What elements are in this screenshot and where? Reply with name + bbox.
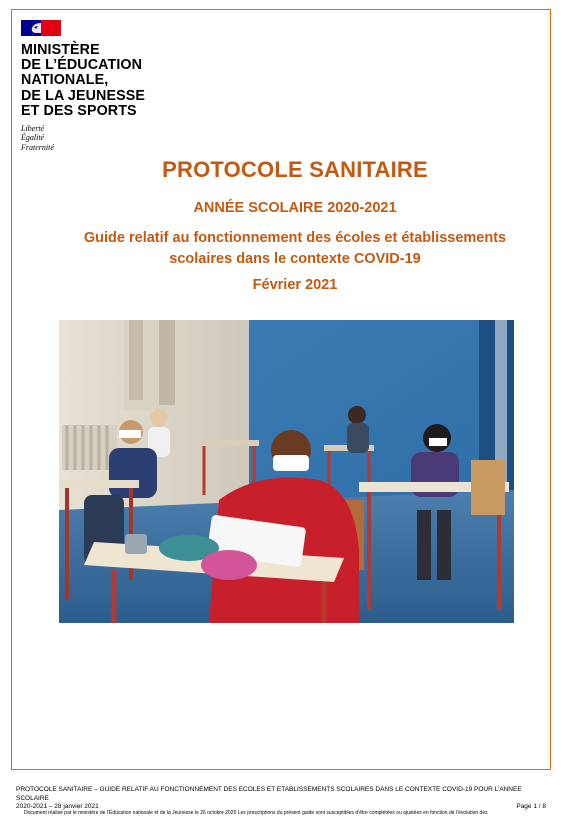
guide-line: scolaires dans le contexte COVID-19: [169, 251, 421, 267]
publication-date: Février 2021: [252, 277, 338, 293]
document-title: PROTOCOLE SANITAIRE: [162, 157, 428, 182]
ministry-name: [21, 43, 181, 119]
ministry-line: ET DES SPORTS: [21, 102, 137, 119]
school-year: ANNÉE SCOLAIRE 2020-2021: [193, 200, 397, 216]
footer-title: PROTOCOLE SANITAIRE – GUIDE RELATIF AU FONCTIONNEMENT DES ECOLES ET ETABLISSEMENTS SCOLAIRES DANS LE CONTEXTE COVID-19 POUR L’ANNEE SCOLAIRE: [16, 786, 522, 802]
republic-motto: [21, 124, 181, 152]
guide-line: Guide relatif au fonctionnement des écoles et établissements: [83, 230, 507, 246]
ministry-line: NATIONALE,: [21, 72, 109, 89]
motto-line: Liberté: [21, 124, 45, 134]
motto-line: Fraternité: [21, 142, 54, 152]
page-number: Page 1 / 8: [516, 803, 546, 810]
page-footer: [16, 786, 556, 812]
ministry-line: DE LA JEUNESSE: [21, 87, 146, 104]
classroom-photo: [59, 320, 514, 623]
ministry-line: MINISTÈRE: [21, 42, 100, 58]
motto-line: Égalité: [21, 133, 45, 143]
footer-note: Document réalisé par le ministère de l’Éducation nationale et de la Jeunesse le 26 octobre 2020 Les prescriptions du présent guide sont susceptibles d’être complétées ou ajustées en fonction de l’évolution des: [24, 810, 488, 816]
footer-date: 2020-2021 – 28 janvier 2021: [16, 803, 99, 810]
marianne-flag-icon: [21, 20, 61, 36]
ministry-line: DE L’ÉDUCATION: [21, 57, 143, 74]
guide-subtitle: [40, 228, 550, 270]
ministry-logo: [21, 20, 181, 152]
